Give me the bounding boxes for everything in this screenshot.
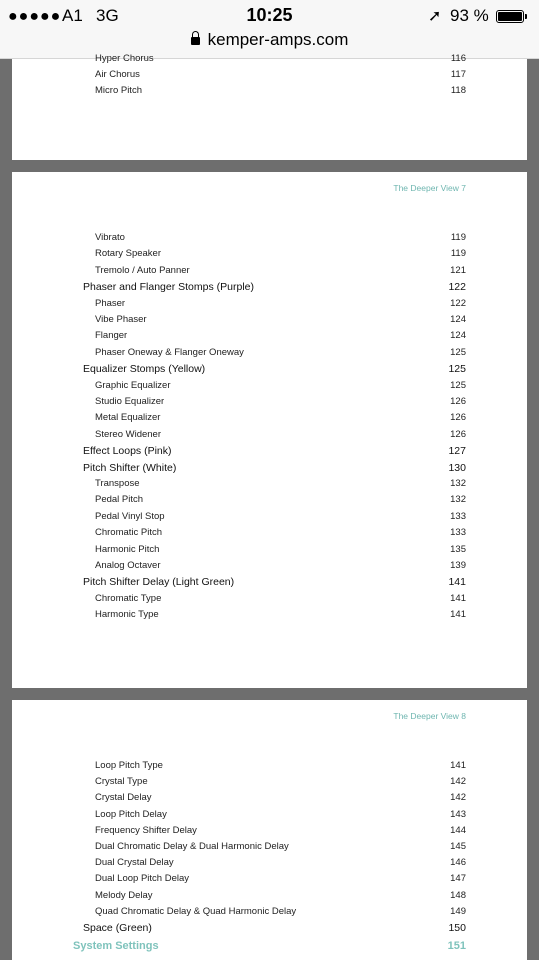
toc-entry-page-number: 133 xyxy=(450,510,466,522)
toc-entry-page-number: 143 xyxy=(450,808,466,820)
toc-entry-title: Pedal Vinyl Stop xyxy=(95,510,165,522)
toc-entry[interactable] xyxy=(12,890,527,904)
page-header: The Deeper View 7 xyxy=(393,183,466,193)
toc-entry[interactable] xyxy=(12,462,527,476)
toc-entry[interactable] xyxy=(12,314,527,328)
document-page-2 xyxy=(12,172,527,688)
url-text: kemper-amps.com xyxy=(207,30,349,49)
toc-entry[interactable] xyxy=(12,940,527,954)
toc-entry[interactable] xyxy=(12,347,527,361)
toc-entry-page-number: 142 xyxy=(450,776,466,788)
toc-entry-title: Loop Pitch Type xyxy=(95,760,163,771)
toc-entry-title: Phaser Oneway & Flanger Oneway xyxy=(95,346,244,358)
toc-entry-page-number: 124 xyxy=(450,314,466,325)
toc-entry[interactable] xyxy=(12,232,527,246)
toc-entry-title: Transpose xyxy=(95,478,140,489)
toc-entry-page-number: 116 xyxy=(450,53,466,64)
status-row xyxy=(0,4,539,28)
toc-entry[interactable] xyxy=(12,53,527,67)
toc-entry[interactable] xyxy=(12,760,527,774)
toc-entry-title: Tremolo / Auto Panner xyxy=(95,264,190,276)
toc-entry-title: Chromatic Type xyxy=(95,592,162,604)
toc-entry-page-number: 139 xyxy=(450,560,466,571)
toc-entry[interactable] xyxy=(12,265,527,279)
toc-entry-page-number: 118 xyxy=(450,85,466,96)
toc-entry-page-number: 141 xyxy=(450,592,466,604)
toc-entry[interactable] xyxy=(12,609,527,623)
toc-entry-title: Rotary Speaker xyxy=(95,248,162,260)
toc-entry[interactable] xyxy=(12,544,527,558)
toc-entry-title: Dual Crystal Delay xyxy=(95,857,174,869)
location-arrow-icon: ➚ xyxy=(428,8,442,25)
toc-entry-page-number: 144 xyxy=(450,824,466,836)
toc-entry-title: Crystal Type xyxy=(95,776,148,788)
toc-entry-page-number: 126 xyxy=(450,412,466,424)
toc-entry-page-number: 145 xyxy=(450,841,466,852)
toc-entry-page-number: 141 xyxy=(450,609,466,621)
toc-entry[interactable] xyxy=(12,396,527,410)
toc-entry-title: Effect Loops (Pink) xyxy=(83,445,172,458)
toc-entry-page-number: 132 xyxy=(450,478,466,489)
toc-entry-page-number: 147 xyxy=(450,873,466,885)
battery-nub xyxy=(525,14,527,19)
toc-entry-page-number: 122 xyxy=(450,297,466,309)
toc-entry-page-number: 126 xyxy=(450,396,466,407)
toc-entry-title: Studio Equalizer xyxy=(95,396,165,407)
toc-entry[interactable] xyxy=(12,363,527,377)
toc-entry-title: Analog Octaver xyxy=(95,560,161,571)
toc-entry[interactable] xyxy=(12,857,527,871)
toc-entry-title: Quad Chromatic Delay & Quad Harmonic Delay xyxy=(95,905,297,917)
toc-entry[interactable] xyxy=(12,380,527,394)
toc-entry-title: Metal Equalizer xyxy=(95,412,161,424)
toc-entry-page-number: 142 xyxy=(450,792,466,804)
toc-entry[interactable] xyxy=(12,412,527,426)
page-header: The Deeper View 8 xyxy=(393,711,466,721)
toc-entry-title: Loop Pitch Delay xyxy=(95,808,167,820)
toc-entry[interactable] xyxy=(12,792,527,806)
lock-icon xyxy=(191,37,200,45)
toc-entry-page-number: 121 xyxy=(450,264,466,276)
document-page-3 xyxy=(12,700,527,960)
toc-entry-page-number: 130 xyxy=(448,461,466,474)
toc-entry[interactable] xyxy=(12,593,527,607)
toc-entry-title: Equalizer Stomps (Yellow) xyxy=(83,363,206,376)
toc-entry-title: Harmonic Pitch xyxy=(95,543,160,555)
toc-entry-page-number: 132 xyxy=(450,494,466,506)
battery-icon xyxy=(496,10,524,23)
toc-entry[interactable] xyxy=(12,445,527,459)
toc-entry-title: Crystal Delay xyxy=(95,792,152,804)
toc-entry-page-number: 146 xyxy=(450,857,466,869)
toc-entry-title: Frequency Shifter Delay xyxy=(95,824,197,836)
toc-entry-title: Pedal Pitch xyxy=(95,494,144,506)
toc-entry-title: Pitch Shifter (White) xyxy=(83,461,177,474)
toc-entry-page-number: 122 xyxy=(448,281,466,294)
toc-entry-title: Phaser xyxy=(95,297,126,309)
toc-entry-title: Hyper Chorus xyxy=(95,53,154,64)
toc-entry-page-number: 133 xyxy=(450,527,466,539)
toc-entry-title: Dual Chromatic Delay & Dual Harmonic Delay xyxy=(95,841,289,852)
document-page-1 xyxy=(12,53,527,160)
toc-entry[interactable] xyxy=(12,922,527,936)
toc-entry-title: Phaser and Flanger Stomps (Purple) xyxy=(83,281,254,294)
toc-entry-page-number: 150 xyxy=(448,922,466,934)
toc-entry[interactable] xyxy=(12,494,527,508)
toc-entry-title: Vibrato xyxy=(95,232,125,243)
toc-entry-page-number: 125 xyxy=(448,363,466,376)
toc-entry-title: Chromatic Pitch xyxy=(95,527,163,539)
toc-entry[interactable] xyxy=(12,511,527,525)
toc-entry[interactable] xyxy=(12,873,527,887)
toc-entry-page-number: 127 xyxy=(448,445,466,458)
toc-entry[interactable] xyxy=(12,560,527,574)
toc-entry[interactable] xyxy=(12,85,527,99)
toc-entry-title: System Settings xyxy=(73,940,159,953)
toc-entry-page-number: 149 xyxy=(450,905,466,917)
toc-entry-page-number: 151 xyxy=(447,940,466,953)
toc-entry-page-number: 125 xyxy=(450,379,466,391)
toc-entry[interactable] xyxy=(12,478,527,492)
toc-entry-page-number: 124 xyxy=(450,330,466,342)
toc-entry-page-number: 125 xyxy=(450,346,466,358)
toc-entry-page-number: 117 xyxy=(450,69,466,80)
toc-entry[interactable] xyxy=(12,776,527,790)
toc-entry-title: Vibe Phaser xyxy=(95,314,147,325)
toc-entry-title: Dual Loop Pitch Delay xyxy=(95,873,189,885)
battery-percentage: 93 % xyxy=(450,6,489,25)
toc-entry-page-number: 126 xyxy=(450,428,466,440)
toc-entry[interactable] xyxy=(12,841,527,855)
toc-entry-title: Pitch Shifter Delay (Light Green) xyxy=(83,576,235,589)
toc-entry[interactable] xyxy=(12,429,527,443)
network-type: 3G xyxy=(96,6,119,25)
toc-entry-title: Space (Green) xyxy=(83,922,152,934)
toc-entry-title: Micro Pitch xyxy=(95,85,142,96)
toc-entry[interactable] xyxy=(12,248,527,262)
toc-entry-title: Melody Delay xyxy=(95,889,153,901)
toc-entry-page-number: 119 xyxy=(450,232,466,243)
toc-entry-title: Stereo Widener xyxy=(95,428,162,440)
toc-entry[interactable] xyxy=(12,69,527,83)
battery-fill xyxy=(498,12,522,21)
toc-entry-page-number: 148 xyxy=(450,889,466,901)
toc-entry[interactable] xyxy=(12,330,527,344)
toc-entry[interactable] xyxy=(12,576,527,590)
toc-entry-page-number: 141 xyxy=(450,760,466,771)
toc-entry-page-number: 119 xyxy=(450,248,466,260)
toc-entry-page-number: 135 xyxy=(450,543,466,555)
address-bar[interactable] xyxy=(0,30,539,52)
toc-entry-title: Graphic Equalizer xyxy=(95,379,171,391)
clock-time: 10:25 xyxy=(246,5,293,25)
toc-entry[interactable] xyxy=(12,906,527,920)
signal-strength-icon: ●●●●● xyxy=(8,8,62,25)
toc-entry[interactable] xyxy=(12,298,527,312)
toc-entry[interactable] xyxy=(12,825,527,839)
carrier-name: A1 xyxy=(62,6,83,25)
toc-entry-title: Air Chorus xyxy=(95,69,140,80)
toc-entry-page-number: 141 xyxy=(448,576,466,589)
toc-entry[interactable] xyxy=(12,809,527,823)
toc-entry[interactable] xyxy=(12,527,527,541)
status-bar xyxy=(0,0,539,59)
toc-entry-title: Harmonic Type xyxy=(95,609,159,621)
toc-entry[interactable] xyxy=(12,281,527,295)
toc-entry-title: Flanger xyxy=(95,330,128,342)
